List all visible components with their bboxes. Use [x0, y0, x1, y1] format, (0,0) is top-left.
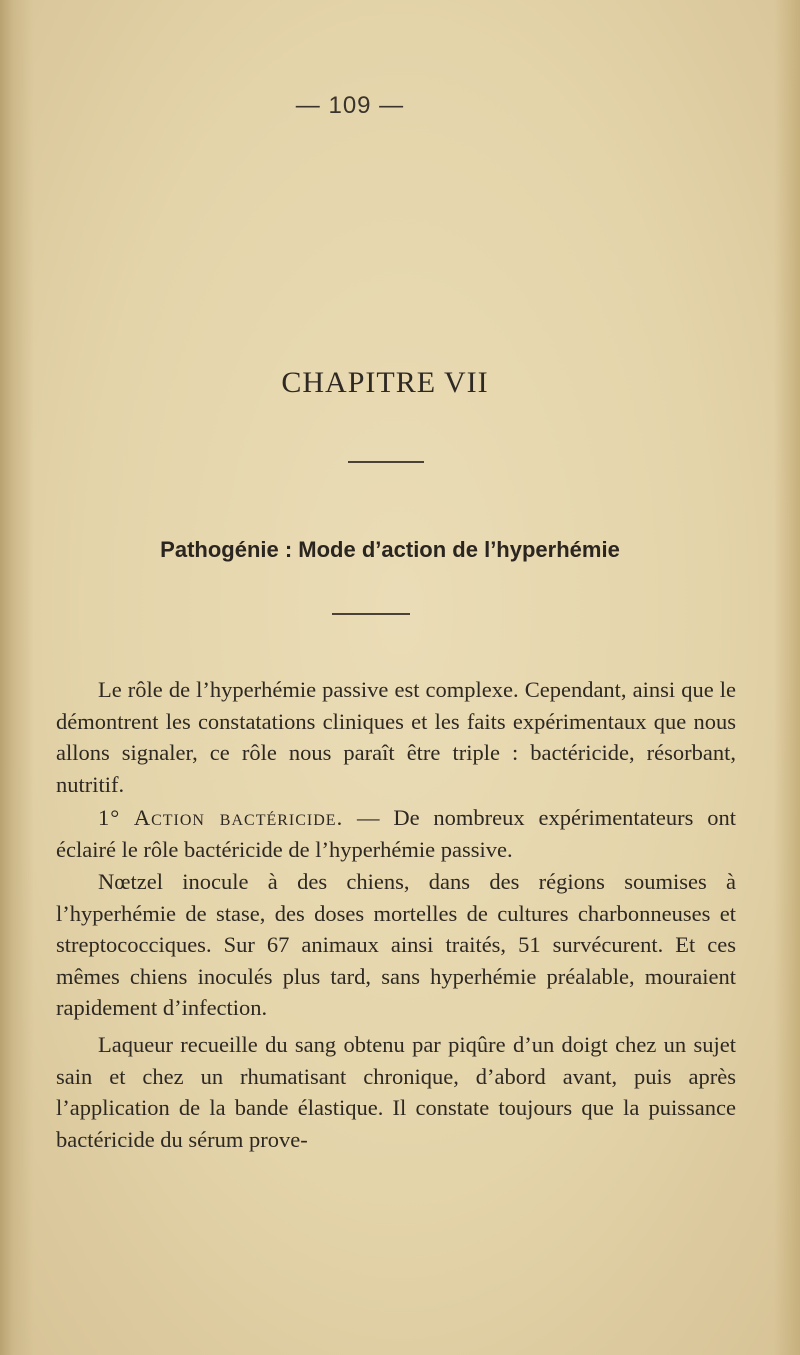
paragraph-noetzel-text: Nœtzel inocule à des chiens, dans des régions soumises à l’hyperhémie de stase, des doses mortelles de cultures charbonneuses et streptococciques. Sur 67 animaux ainsi traités, 51 survécurent. Et ces mêmes chiens inoculés plus tard, sans hyperhémie préalable, mouraient rapidement d’infection.	[56, 869, 736, 1020]
separator-rule-bottom	[332, 613, 410, 615]
page-edge-left	[0, 0, 34, 1355]
paragraph-intro	[56, 674, 736, 800]
separator-rule-top	[348, 461, 424, 463]
paragraph-intro-text: Le rôle de l’hyperhémie passive est complexe. Cependant, ainsi que le démontrent les constatations cliniques et les faits expérimentaux que nous allons signaler, ce rôle nous paraît être triple : bactéricide, résorbant, nutritif.	[56, 677, 736, 797]
paragraph-action-bactericide-text	[56, 802, 736, 865]
paragraph-noetzel	[56, 866, 736, 1024]
page-edge-right	[774, 0, 800, 1355]
section-heading: 1° Action bactéricide.	[98, 805, 344, 830]
section-heading-text: — De nombreux expérimentateurs ont éclairé le rôle bactéricide de l’hyperhémie passive.	[56, 805, 736, 862]
chapter-subtitle: Pathogénie : Mode d’action de l’hyperhémie	[160, 537, 620, 562]
page-number: — 109 —	[295, 92, 405, 119]
paragraph-laqueur-text: Laqueur recueille du sang obtenu par piqûre d’un doigt chez un sujet sain et chez un rhumatisant chronique, d’abord avant, puis après l’application de la bande élastique. Il constate toujours que la puissance bactéricide du sérum prove-	[56, 1032, 736, 1152]
chapter-title: CHAPITRE VII	[281, 366, 489, 399]
paragraph-action-bactericide	[56, 802, 736, 865]
paragraph-laqueur	[56, 1029, 736, 1155]
